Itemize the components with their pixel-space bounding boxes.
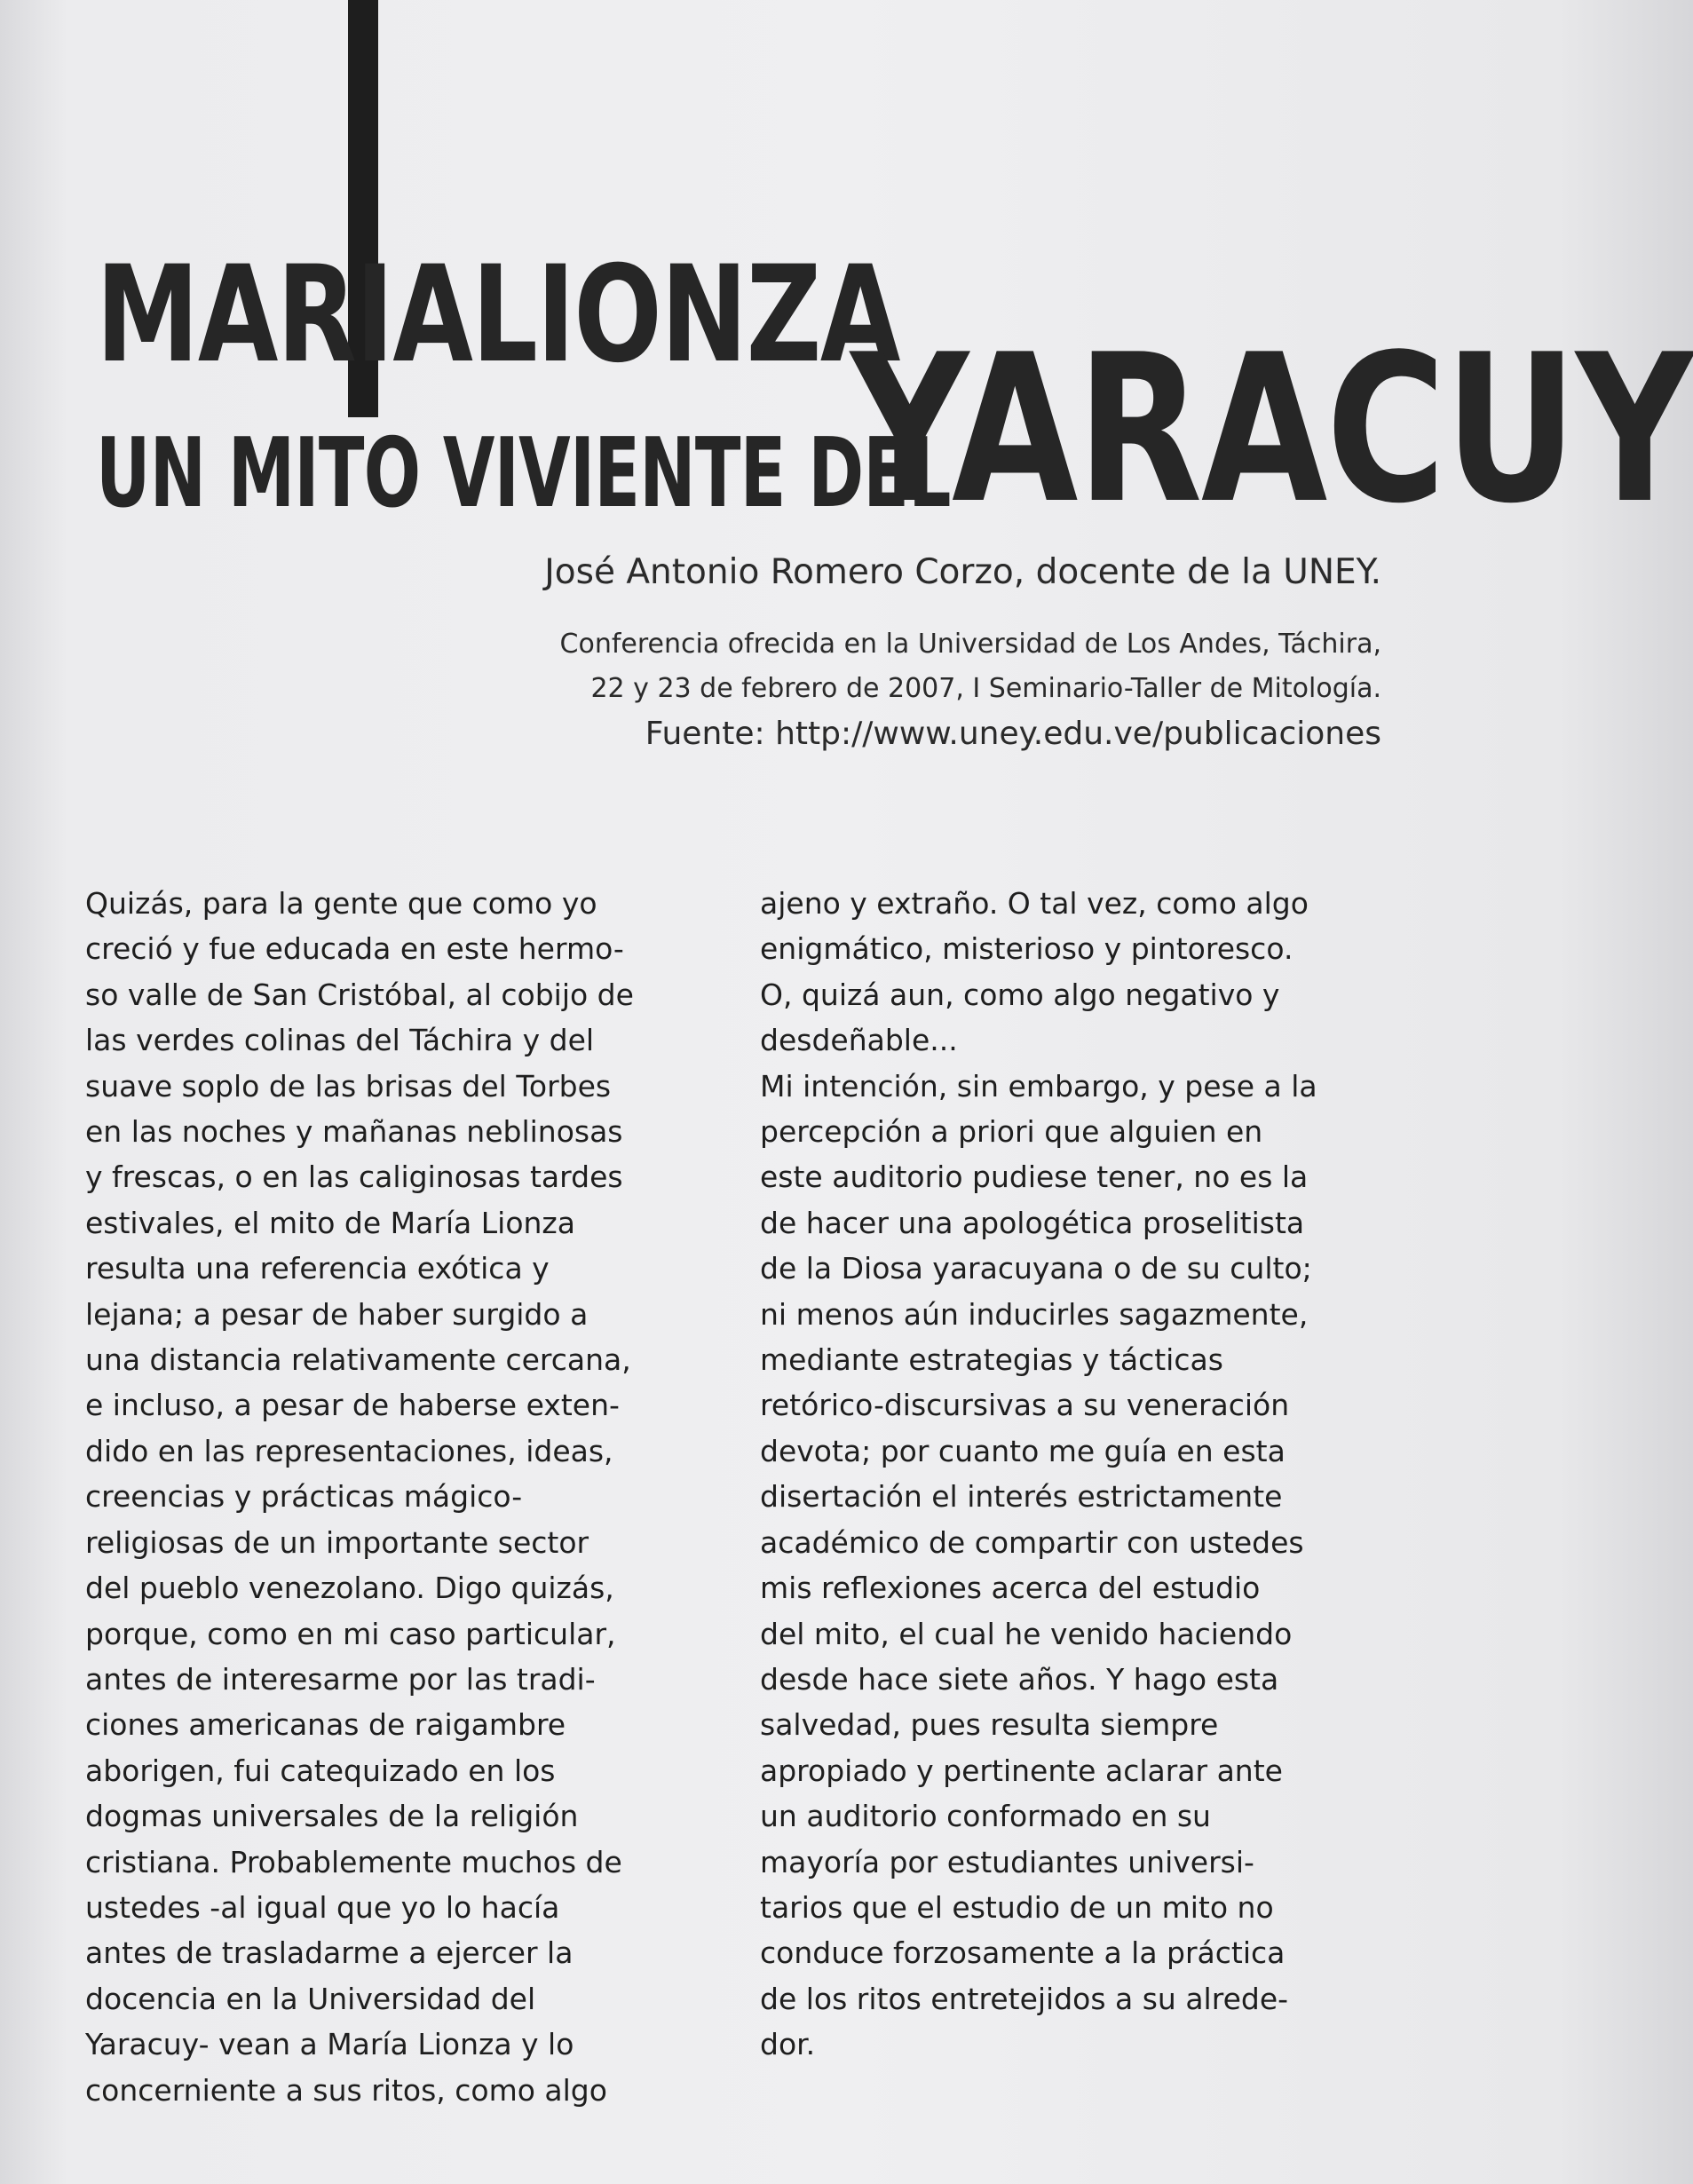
- body-text-line: del pueblo venezolano. Digo quizás,: [85, 1571, 614, 1606]
- title-line-2: UN MITO VIVIENTE DEL: [96, 418, 951, 529]
- body-text-line: creencias y prácticas mágico-: [85, 1479, 523, 1515]
- body-text-line: ciones americanas de raigambre: [85, 1707, 566, 1743]
- body-text-line: una distancia relativamente cercana,: [85, 1342, 631, 1378]
- body-text-line: cristiana. Probablemente muchos de: [85, 1844, 622, 1879]
- body-text-line: Quizás, para la gente que como yo: [85, 886, 597, 921]
- body-text-line: desde hace siete años. Y hago esta: [760, 1661, 1279, 1697]
- body-text-line: mediante estrategias y tácticas: [760, 1342, 1223, 1378]
- body-text-line: retórico-discursivas a su veneración: [760, 1388, 1290, 1423]
- body-text-line: suave soplo de las brisas del Torbes: [85, 1068, 612, 1104]
- body-text-line: de los ritos entretejidos a su alrede-: [760, 1981, 1289, 2016]
- body-text-line: de la Diosa yaracuyana o de su culto;: [760, 1251, 1312, 1286]
- body-text-line: dor.: [760, 2027, 816, 2062]
- body-text-line: en las noches y mañanas neblinosas: [85, 1114, 623, 1150]
- body-text-line: ustedes -al igual que yo lo hacía: [85, 1889, 560, 1925]
- title-line-1: MARIALIONZA: [96, 238, 899, 392]
- body-text-line: antes de trasladarme a ejercer la: [85, 1935, 574, 1971]
- body-text-line: resulta una referencia exótica y: [85, 1251, 550, 1286]
- body-text-line: porque, como en mi caso particular,: [85, 1616, 616, 1651]
- body-column-left: [85, 881, 689, 2113]
- credit-line-1: Conferencia ofrecida en la Universidad de Los Andes, Táchira,: [559, 629, 1381, 660]
- body-text-line: de hacer una apologética proselitista: [760, 1205, 1305, 1240]
- body-text-line: creció y fue educada en este hermo-: [85, 931, 624, 967]
- body-column-right: [760, 881, 1381, 2068]
- body-text-line: devota; por cuanto me guía en esta: [760, 1433, 1286, 1468]
- body-text-line: dogmas universales de la religión: [85, 1799, 579, 1834]
- credit-line-2: 22 y 23 de febrero de 2007, I Seminario-Taller de Mitología.: [590, 673, 1381, 704]
- source-line: Fuente: http://www.uney.edu.ve/publicaciones: [645, 716, 1381, 752]
- body-text-line: Yaracuy- vean a María Lionza y lo: [85, 2027, 574, 2062]
- body-text-line: antes de interesarme por las tradi-: [85, 1661, 596, 1697]
- body-text-line: y frescas, o en las caliginosas tardes: [85, 1159, 623, 1195]
- body-text-line: tarios que el estudio de un mito no: [760, 1889, 1274, 1925]
- body-text-line: académico de compartir con ustedes: [760, 1524, 1304, 1560]
- title-big-word: YARACUY: [850, 312, 1693, 549]
- body-text-line: un auditorio conformado en su: [760, 1799, 1211, 1834]
- body-text-line: percepción a priori que alguien en: [760, 1114, 1263, 1150]
- body-text-line: disertación el interés estrictamente: [760, 1479, 1283, 1515]
- body-text-line: dido en las representaciones, ideas,: [85, 1433, 613, 1468]
- body-text-line: apropiado y pertinente aclarar ante: [760, 1753, 1283, 1788]
- body-text-line: concerniente a sus ritos, como algo: [85, 2072, 607, 2108]
- body-text-line: ni menos aún inducirles sagazmente,: [760, 1296, 1309, 1332]
- body-text-line: mis reflexiones acerca del estudio: [760, 1571, 1261, 1606]
- body-text-line: estivales, el mito de María Lionza: [85, 1205, 575, 1240]
- body-text-line: mayoría por estudiantes universi-: [760, 1844, 1254, 1879]
- body-text-line: O, quizá aun, como algo negativo y: [760, 977, 1280, 1012]
- body-text-line: desdeñable...: [760, 1023, 958, 1058]
- body-text-line: ajeno y extraño. O tal vez, como algo: [760, 886, 1309, 921]
- body-text-line: enigmático, misterioso y pintoresco.: [760, 931, 1293, 967]
- body-text-line: salvedad, pues resulta siempre: [760, 1707, 1219, 1743]
- body-text-line: so valle de San Cristóbal, al cobijo de: [85, 977, 634, 1012]
- body-text-line: del mito, el cual he venido haciendo: [760, 1616, 1293, 1651]
- body-text-line: lejana; a pesar de haber surgido a: [85, 1296, 589, 1332]
- body-text-line: conduce forzosamente a la práctica: [760, 1935, 1286, 1971]
- body-text-line: aborigen, fui catequizado en los: [85, 1753, 556, 1788]
- author-byline: José Antonio Romero Corzo, docente de la UNEY.: [544, 552, 1381, 592]
- body-text-line: docencia en la Universidad del: [85, 1981, 536, 2016]
- body-text-line: las verdes colinas del Táchira y del: [85, 1023, 595, 1058]
- body-text-line: religiosas de un importante sector: [85, 1524, 589, 1560]
- body-text-line: e incluso, a pesar de haberse exten-: [85, 1388, 620, 1423]
- body-text-line: este auditorio pudiese tener, no es la: [760, 1159, 1309, 1195]
- body-text-line: Mi intención, sin embargo, y pese a la: [760, 1068, 1317, 1104]
